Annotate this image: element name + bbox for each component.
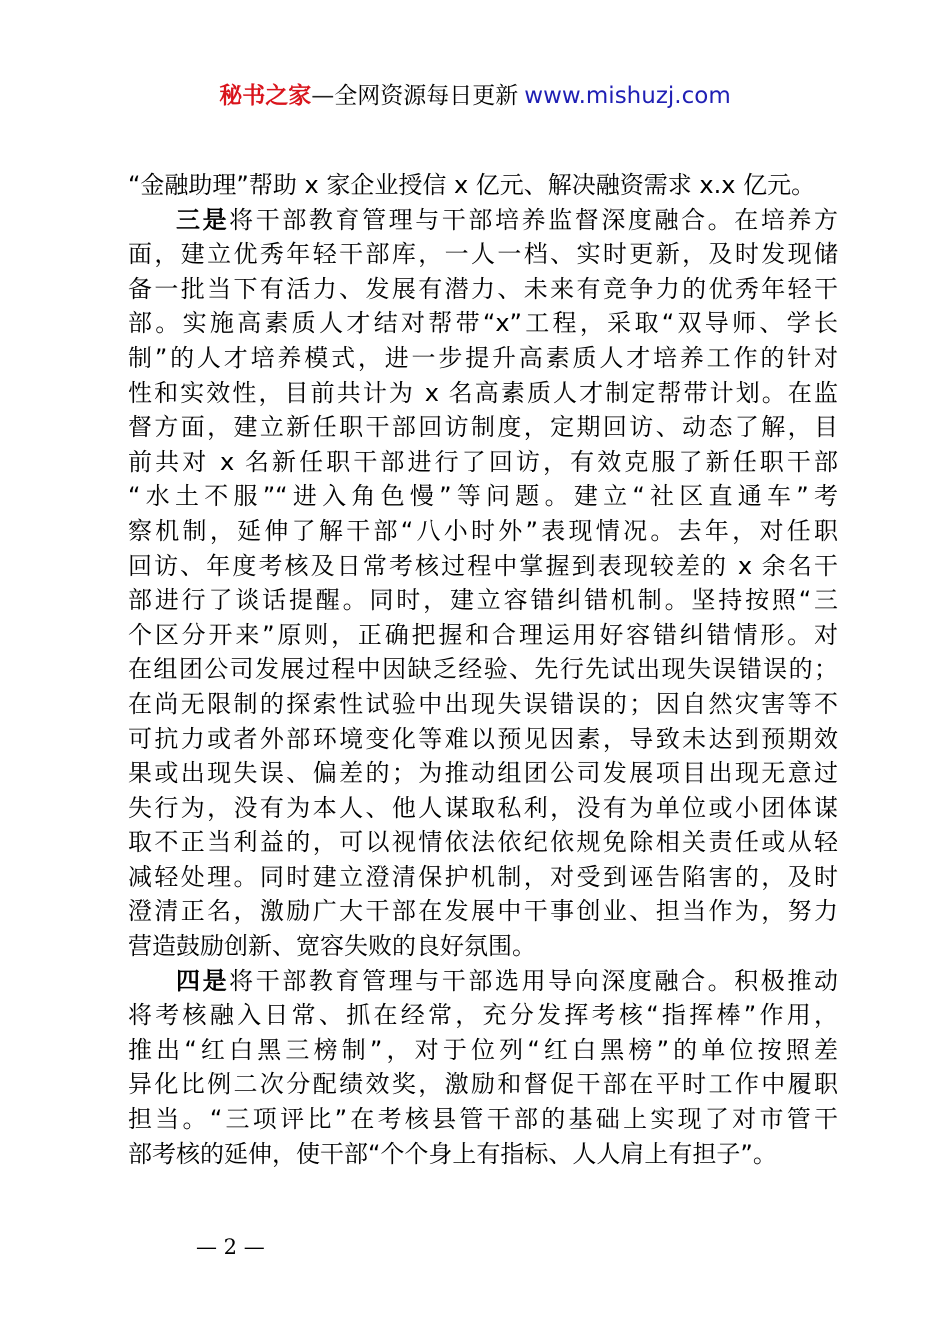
paragraph-line: 回访、年度考核及日常考核过程中掌握到表现较差的 x 余名干	[128, 551, 838, 580]
paragraph-line: 推出“红白黑三榜制”，对于位列“红白黑榜”的单位按照差	[128, 1035, 838, 1064]
paragraph-line: 备一批当下有活力、发展有潜力、未来有竞争力的优秀年轻干	[128, 274, 838, 303]
header-dash: —	[311, 83, 335, 109]
paragraph-line: 督方面，建立新任职干部回访制度，定期回访、动态了解，目	[128, 413, 838, 442]
paragraph-line: 失行为，没有为本人、他人谋取私利，没有为单位或小团体谋	[128, 793, 838, 822]
paragraph-line: 果或出现失误、偏差的；为推动组团公司发展项目出现无意过	[128, 759, 838, 788]
paragraph-line: 性和实效性，目前共计为 x 名高素质人才制定帮带计划。在监	[128, 378, 838, 407]
paragraph-line	[128, 964, 838, 999]
site-watermark-header	[0, 80, 950, 112]
paragraph-line: “金融助理”帮助 x 家企业授信 x 亿元、解决融资需求 x.x 亿元。	[128, 171, 816, 199]
header-slogan: 全网资源每日更新	[334, 83, 519, 109]
paragraph-line: 异化比例二次分配绩效奖，激励和督促干部在平时工作中履职	[128, 1070, 838, 1099]
paragraph-line	[128, 203, 838, 238]
paragraph-text: 将干部教育管理与干部选用导向深度融合。积极推动	[229, 966, 838, 995]
paragraph-line: 澄清正名，激励广大干部在发展中干事创业、担当作为，努力	[128, 897, 838, 926]
header-url-link[interactable]: www.mishuzj.com	[524, 83, 731, 109]
paragraph-line: 部进行了谈话提醒。同时，建立容错纠错机制。坚持按照“三	[128, 586, 838, 615]
paragraph-lead: 三是	[176, 205, 230, 234]
paragraph-line: 个区分开来”原则，正确把握和合理运用好容错纠错情形。对	[128, 620, 838, 649]
paragraph-line: 察机制，延伸了解干部“八小时外”表现情况。去年，对任职	[128, 516, 838, 545]
paragraph-line: 将考核融入日常、抓在经常，充分发挥考核“指挥棒”作用，	[128, 1001, 838, 1030]
paragraph-line: 营造鼓励创新、宽容失败的良好氛围。	[128, 932, 536, 961]
paragraph-line: 担当。“三项评比”在考核县管干部的基础上实现了对市管干	[128, 1105, 838, 1134]
paragraph-line: 前共对 x 名新任职干部进行了回访，有效克服了新任职干部	[128, 447, 838, 476]
paragraph-lead: 四是	[176, 966, 230, 995]
paragraph-line: 取不正当利益的，可以视情依法依纪依规免除相关责任或从轻	[128, 828, 838, 857]
paragraph-line: 在组团公司发展过程中因缺乏经验、先行先试出现失误错误的；	[128, 655, 838, 684]
paragraph-line: 部。实施高素质人才结对帮带“x”工程，采取“双导师、学长	[128, 309, 838, 338]
paragraph-line: “水土不服”“进入角色慢”等问题。建立“社区直通车”考	[128, 482, 838, 511]
paragraph-line: 制”的人才培养模式，进一步提升高素质人才培养工作的针对	[128, 343, 838, 372]
paragraph-text: 将干部教育管理与干部培养监督深度融合。在培养方	[229, 205, 838, 234]
paragraph-line: 可抗力或者外部环境变化等难以预见因素，导致未达到预期效	[128, 724, 838, 753]
document-body	[128, 168, 838, 1171]
paragraph-line: 部考核的延伸，使干部“个个身上有指标、人人肩上有担子”。	[128, 1139, 777, 1168]
paragraph-line: 减轻处理。同时建立澄清保护机制，对受到诬告陷害的，及时	[128, 862, 838, 891]
paragraph-line: 在尚无限制的探索性试验中出现失误错误的；因自然灾害等不	[128, 689, 838, 718]
page-number: — 2 —	[196, 1235, 265, 1259]
paragraph-line: 面，建立优秀年轻干部库，一人一档、实时更新，及时发现储	[128, 240, 838, 269]
brand-name: 秘书之家	[219, 83, 312, 109]
